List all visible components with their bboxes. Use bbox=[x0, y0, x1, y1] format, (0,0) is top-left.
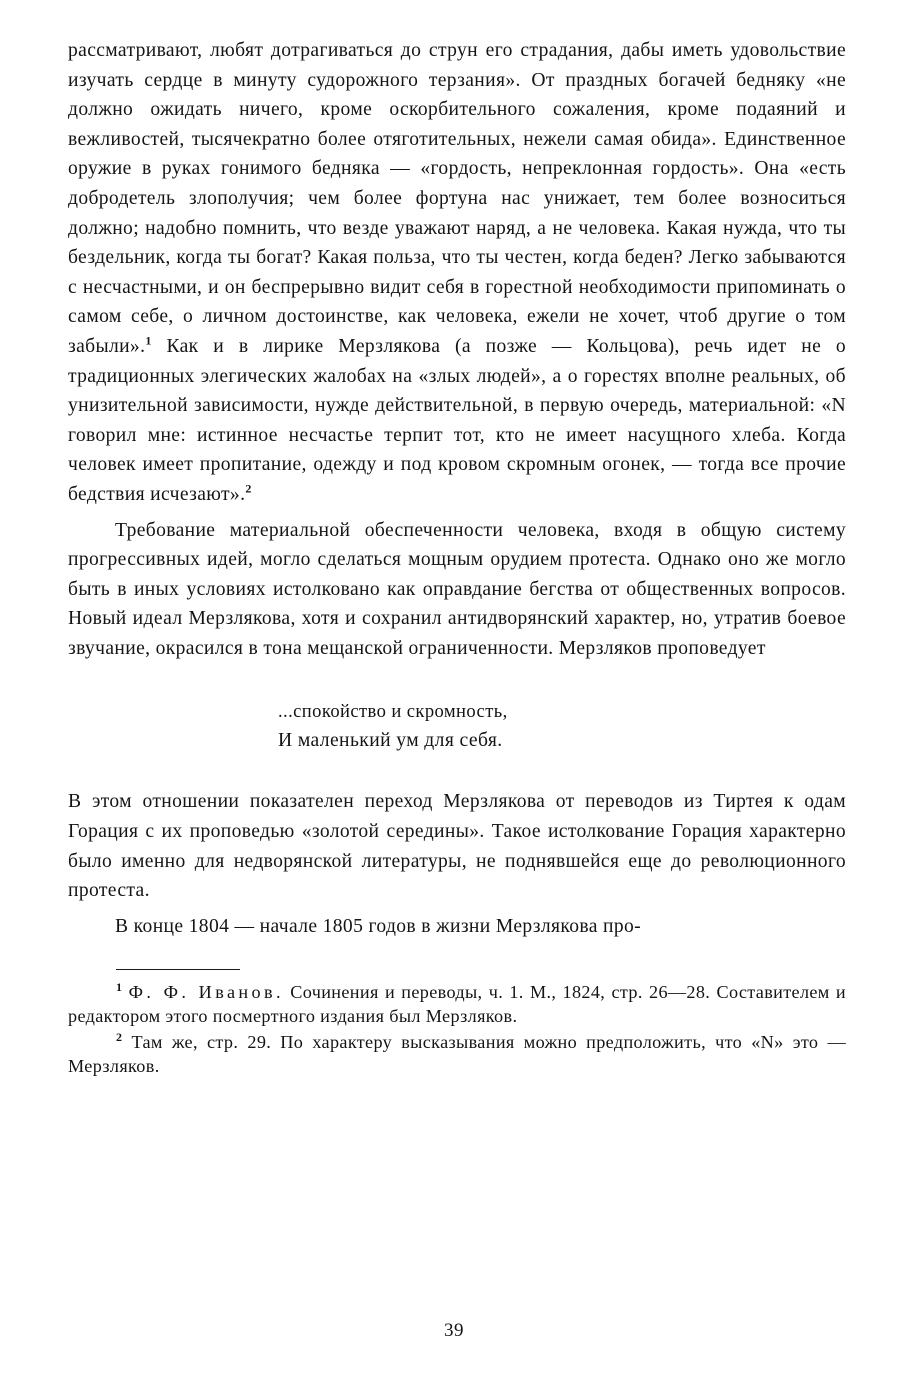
footnote-2 bbox=[68, 1030, 846, 1078]
paragraph-4: В конце 1804 — начале 1805 годов в жизни Мерзлякова про- bbox=[115, 915, 642, 937]
footnote-ref-1[interactable]: 1 bbox=[145, 333, 152, 348]
paragraph-1-text: рассматривают, любят дотрагиваться до струн его страдания, дабы иметь удовольствие изучать сердце в минуту судорожного терзания». От праздных богачей бедняку «не должно ожидать ничего, кроме оскорбительного сожаления, кроме подаяний и вежливостей, тысячекратно более отяготительных, нежели самая обида». Единственное оружие в руках гонимого бедняка — «гордость, непреклонная гордость». Она «есть добродетель злополучия; чем более фортуна нас унижает, тем более возноситься должно; надобно помнить, что везде уважают наряд, а не человека. Какая нужда, что ты бездельник, когда ты богат? Какая польза, что ты честен, когда беден? Легко забываются с несчастными, и он беспрерывно видит себя в горестной необходимости припоминать о самом себе, о личном достоинстве, как человека, ежели не хочет, чтоб другие о том забыли». bbox=[68, 40, 846, 357]
footnote-1 bbox=[68, 980, 846, 1028]
footnote-2-text: Там же, стр. 29. По характеру высказывания можно предположить, что «N» это — Мерзляков. bbox=[68, 1032, 846, 1077]
footnote-ref-2[interactable]: 2 bbox=[245, 481, 252, 496]
paragraph-1 bbox=[68, 36, 846, 510]
paragraph-1-continuation: Как и в лирике Мерзлякова (а позже — Кольцова), речь идет не о традиционных элегических жалобах на «злых людей», а о горестях вполне реальных, об унизительной зависимости, нужде действительной, в первую очередь, материальной: «N говорил мне: истинное несчастье терпит тот, кто не имеет насущного хлеба. Когда человек имеет пропитание, одежду и под кровом скромным огонек, — тогда все прочие бедствия исчезают». bbox=[68, 335, 846, 505]
footnote-divider bbox=[116, 969, 240, 970]
footnote-2-mark: 2 bbox=[116, 1030, 123, 1045]
page-body bbox=[68, 36, 846, 1078]
paragraph-2: Требование материальной обеспеченности человека, входя в общую систему прогрессивных идей, могло сделаться мощным орудием протеста. Однако оно же могло быть в иных условиях истолковано как оправдание бегства от общественных вопросов. Новый идеал Мерзлякова, хотя и сохранил антидворянский характер, но, утратив боевое звучание, окрасился в тона мещанской ограниченности. Мерзляков проповедует bbox=[68, 519, 846, 659]
footnote-1-author: Ф. Ф. Иванов. bbox=[128, 982, 284, 1003]
page-number: 39 bbox=[444, 1320, 464, 1341]
verse-line-2: И маленький ум для себя. bbox=[278, 730, 503, 752]
paragraph-3: В этом отношении показателен переход Мерзлякова от переводов из Тиртея к одам Горация с их проповедью «золотой середины». Такое истолкование Горация характерно было именно для недворянской литературы, не поднявшейся еще до революционного протеста. bbox=[68, 791, 846, 902]
verse-quote bbox=[278, 697, 846, 755]
verse-line-1: ...спокойство и скромность, bbox=[278, 701, 508, 723]
footnote-1-mark: 1 bbox=[116, 980, 123, 995]
footnote-1-text: Сочинения и переводы, ч. 1. М., 1824, стр. 26—28. Составителем и редактором этого посмертного издания был Мерзляков. bbox=[68, 982, 846, 1027]
